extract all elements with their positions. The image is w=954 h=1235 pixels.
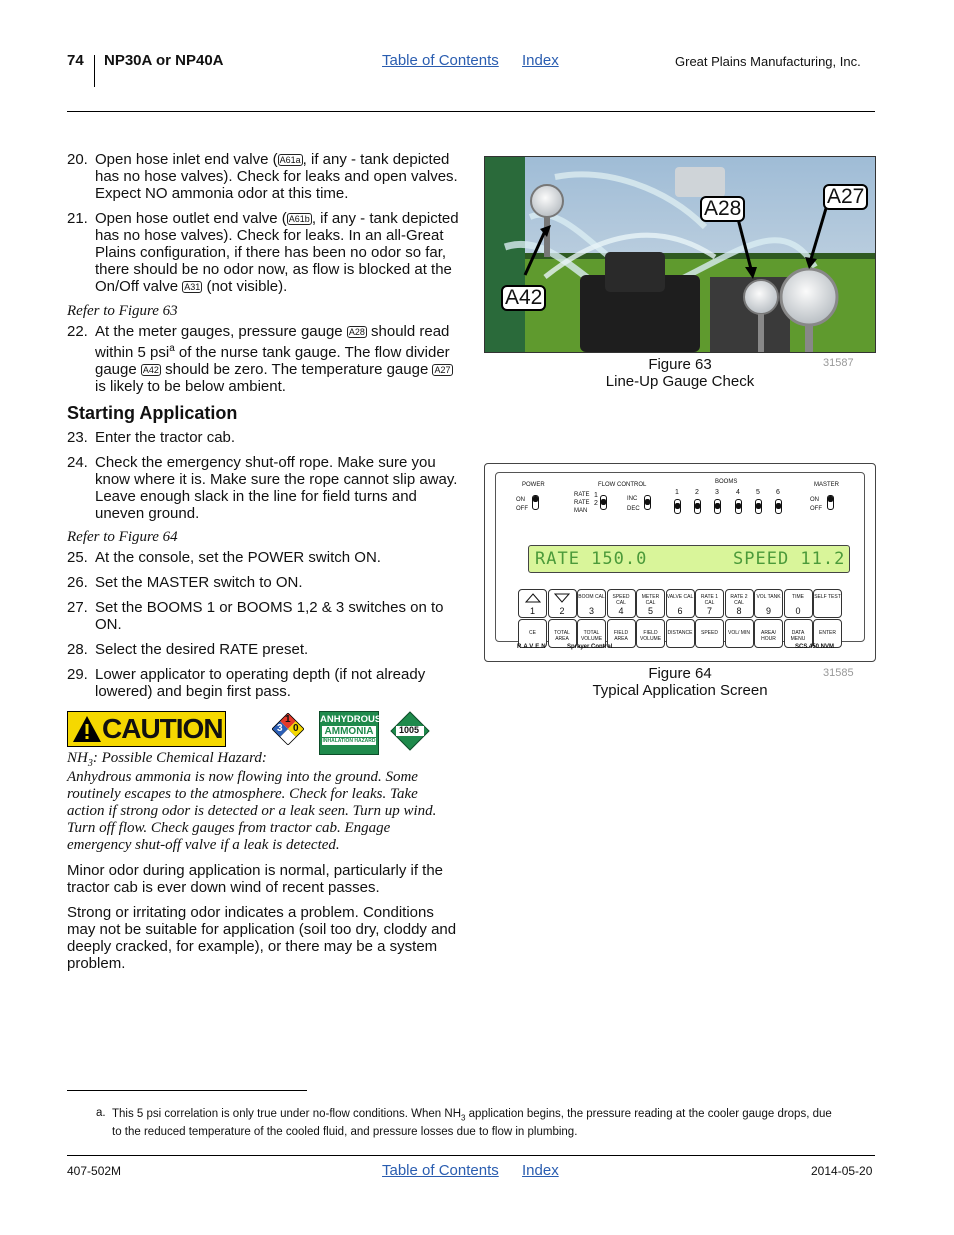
boom-num: 5	[756, 489, 760, 496]
rate-num-1: 1	[594, 492, 598, 499]
boom-switch-1[interactable]	[674, 499, 681, 514]
footnote-text-part: This 5 psi correlation is only true under no-flow conditions. When NH	[112, 1108, 461, 1120]
page-number: 74	[67, 52, 84, 69]
step-text: At the meter gauges, pressure gauge	[95, 323, 347, 340]
step-29	[67, 666, 459, 700]
dec-label: DEC	[627, 506, 640, 512]
step-text: Enter the tractor cab.	[95, 429, 236, 446]
callout-tag: A31	[184, 282, 201, 292]
keypad-key[interactable]	[666, 589, 695, 618]
keypad-key-label: DATA MENU	[790, 630, 806, 642]
footer-rule	[67, 1155, 875, 1156]
master-switch[interactable]	[827, 495, 834, 510]
boom-switch-6[interactable]	[775, 499, 782, 514]
keypad-key-label: VOL TANK	[756, 594, 781, 600]
boom-switch-2[interactable]	[694, 499, 701, 514]
step-number: 20.	[67, 151, 88, 168]
caution-text: CAUTION	[102, 713, 223, 744]
keypad-key-number: 2	[559, 606, 565, 616]
ammonia-placard	[319, 711, 382, 755]
figure-63-title: Line-Up Gauge Check	[605, 373, 755, 390]
callout-tag: A61a	[279, 155, 301, 165]
keypad-key[interactable]	[813, 589, 842, 618]
keypad-key-label: RATE 1 CAL	[700, 594, 719, 606]
step-text: should read within 5 psi	[95, 323, 450, 361]
rate-label-1: RATE	[574, 492, 590, 498]
step-27	[67, 599, 459, 633]
figure-64-title: Typical Application Screen	[592, 682, 768, 699]
rate-switch[interactable]	[600, 495, 607, 510]
keypad-key-label: SPEED	[701, 630, 718, 636]
publish-date: 2014-05-20	[811, 1164, 873, 1178]
keypad-key-label: TIME	[792, 594, 804, 600]
step-text: At the console, set the POWER switch ON.	[95, 549, 381, 566]
step-23	[67, 429, 459, 446]
callout-tag: A28	[348, 327, 365, 337]
step-22	[67, 323, 459, 395]
keypad-key-label: SPEED CAL	[612, 594, 630, 606]
figure-reference: Refer to Figure 64	[67, 529, 178, 545]
keypad-key-number: 1	[529, 606, 535, 616]
step-24	[67, 454, 459, 522]
keypad-key[interactable]	[695, 589, 724, 618]
caution-label	[67, 711, 226, 747]
step-number: 29.	[67, 666, 88, 683]
keypad-key[interactable]	[666, 619, 695, 648]
footnote-text	[112, 1107, 842, 1140]
keypad-key-number: 3	[588, 606, 594, 616]
keypad-key-number: 6	[677, 606, 683, 616]
footer-toc-link[interactable]: Table of Contents	[382, 1162, 499, 1179]
keypad-key[interactable]	[518, 589, 547, 618]
header-rule	[67, 111, 875, 112]
nfpa-flammability: 1	[285, 714, 291, 725]
keypad-key[interactable]	[784, 589, 813, 618]
step-text: Set the BOOMS 1 or BOOMS 1,2 & 3 switches on to ON.	[95, 599, 444, 633]
keypad-key-label: METER CAL	[641, 594, 660, 606]
step-20	[67, 151, 459, 202]
model-number: SCS 450 NVM	[795, 644, 835, 650]
step-text: , if any - tank depicted has no hose valves). Check for leaks. In an all-Great Plains configuration, if there has been no odor so far, there should be no odor now, as flow is blocked at the On/Off valve	[95, 210, 459, 295]
inc-dec-switch[interactable]	[644, 495, 651, 510]
keypad-key-label: SELF TEST	[814, 594, 841, 600]
step-text: Open hose outlet end valve (	[95, 210, 287, 227]
step-text: Select the desired RATE preset.	[95, 641, 309, 658]
company-name: Great Plains Manufacturing, Inc.	[675, 54, 861, 69]
nfpa-diamond-icon	[272, 713, 304, 745]
callout-a27: A27	[823, 184, 868, 210]
power-label: POWER	[522, 482, 545, 488]
step-number: 24.	[67, 454, 88, 471]
figure-reference: Refer to Figure 63	[67, 303, 178, 319]
inc-label: INC	[627, 496, 638, 502]
keypad-key-number: 5	[647, 606, 653, 616]
nfpa-health: 3	[277, 723, 283, 734]
document-number: 407-502M	[67, 1164, 122, 1178]
paragraph-strong-odor: Strong or irritating odor indicates a problem. Conditions may not be suitable for application (soil too dry, cloddy and deeply cracked, for example), or there may be a system problem.	[67, 904, 457, 972]
step-text: Check the emergency shut-off rope. Make sure you know where it is. Make sure the rope cannot slip away. Leave enough slack in the line for field turns and uneven ground.	[95, 454, 458, 522]
step-number: 21.	[67, 210, 88, 227]
step-number: 22.	[67, 323, 88, 340]
keypad-key-label: CE	[529, 630, 536, 636]
hazard-body: Anhydrous ammonia is now flowing into the ground. Some routinely escapes to the atmosphere. Check for leaks. Take action if strong odor is detected or a leak seen. Turn up wind. Turn off flow. Check gauges from tractor cab. Engage emergency shut-off valve if a leak is detected.	[67, 769, 437, 853]
boom-switch-4[interactable]	[735, 499, 742, 514]
step-number: 25.	[67, 549, 88, 566]
keypad-key-label: TOTAL VOLUME	[580, 630, 603, 642]
step-number: 26.	[67, 574, 88, 591]
step-number: 27.	[67, 599, 88, 616]
boom-num: 1	[675, 489, 679, 496]
header-index-link[interactable]: Index	[522, 52, 559, 69]
step-text: Open hose inlet end valve (	[95, 151, 278, 168]
footnote-text-part: application begins, the pressure reading at the cooler gauge drops, due to the reduced temperature of the cooled fluid, and pressure losses due to flow in plumbing.	[112, 1108, 832, 1139]
keypad-key-number: 0	[795, 606, 801, 616]
keypad-key[interactable]	[577, 589, 606, 618]
boom-switch-5[interactable]	[755, 499, 762, 514]
placard-line-3: INHALATION HAZARD	[322, 738, 376, 744]
placard-line-2: AMMONIA	[322, 726, 376, 737]
step-text: should be zero. The temperature gauge	[160, 361, 433, 378]
footnote-marker[interactable]: a	[169, 343, 175, 354]
booms-label: BOOMS	[715, 479, 738, 485]
keypad-key-label: AREA/ HOUR	[760, 630, 776, 642]
step-25	[67, 549, 459, 566]
callout-tag: A42	[142, 365, 159, 375]
footer-index-link[interactable]: Index	[522, 1162, 559, 1179]
boom-num: 6	[776, 489, 780, 496]
step-text: Set the MASTER switch to ON.	[95, 574, 303, 591]
keypad-key-label: VALVE CAL	[666, 594, 694, 600]
step-number: 23.	[67, 429, 88, 446]
footnote-sub: 3	[461, 1113, 466, 1123]
footnote-rule	[67, 1090, 307, 1091]
warning-triangle-icon	[72, 715, 102, 743]
hazard-heading-sub: 3	[87, 758, 93, 769]
boom-num: 4	[736, 489, 740, 496]
step-21	[67, 210, 459, 295]
boom-num: 3	[715, 489, 719, 496]
figure-63-caption	[550, 356, 810, 390]
keypad-key-label: ENTER	[819, 630, 836, 636]
power-off-label: OFF	[516, 506, 528, 512]
hazard-heading-text: NH	[67, 750, 88, 766]
keypad-key-label: DISTANCE	[667, 630, 693, 636]
paragraph-minor-odor: Minor odor during application is normal, particularly if the tractor cab is ever down wind of recent passes.	[67, 862, 444, 896]
model-name: Sprayer Control	[567, 644, 613, 650]
keypad-key-label: FIELD VOLUME	[639, 630, 662, 642]
hazard-heading-text: : Possible Chemical Hazard:	[92, 750, 267, 766]
boom-num: 2	[695, 489, 699, 496]
power-switch[interactable]	[532, 495, 539, 510]
keypad-key[interactable]	[754, 619, 783, 648]
callout-a42: A42	[501, 285, 546, 311]
figure-63-photo	[484, 156, 876, 353]
brand-logo: RAVEN	[517, 644, 548, 650]
keypad-key[interactable]	[636, 589, 665, 618]
keypad-key[interactable]	[695, 619, 724, 648]
keypad-key[interactable]	[725, 589, 754, 618]
keypad-key-number: 8	[736, 606, 742, 616]
step-28	[67, 641, 459, 658]
lcd-display	[528, 545, 850, 573]
keypad-key-number: 4	[618, 606, 624, 616]
document-title: NP30A or NP40A	[104, 52, 224, 69]
keypad-key-label: FIELD AREA	[613, 630, 629, 642]
arrow-up-icon	[525, 593, 541, 603]
console-panel	[495, 472, 865, 642]
figure-63-image-number: 31587	[823, 357, 854, 369]
arrow-down-icon	[554, 593, 570, 603]
step-26	[67, 574, 459, 591]
keypad-key[interactable]	[607, 589, 636, 618]
figure-64-number: Figure 64	[648, 665, 712, 682]
flow-control-label: FLOW CONTROL	[598, 482, 647, 488]
footnote-marker-a: a.	[96, 1107, 106, 1119]
keypad-key-number: 9	[765, 606, 771, 616]
keypad-key[interactable]	[725, 619, 754, 648]
placard-line-1: ANHYDROUS	[320, 714, 382, 725]
rate-label-2: RATE	[574, 500, 590, 506]
rate-num-2: 2	[594, 500, 598, 507]
man-label: MAN	[574, 508, 588, 514]
figure-63-number: Figure 63	[648, 356, 712, 373]
lcd-speed: SPEED 11.2	[733, 549, 846, 569]
section-heading: Starting Application	[67, 403, 238, 423]
power-on-label: ON	[516, 497, 525, 503]
keypad-key-label: BOOM CAL	[578, 594, 605, 600]
callout-tag: A61b	[288, 214, 310, 224]
header-toc-link[interactable]: Table of Contents	[382, 52, 499, 69]
un-placard-icon	[390, 711, 430, 751]
boom-switch-3[interactable]	[714, 499, 721, 514]
keypad-key[interactable]	[548, 589, 577, 618]
keypad-key[interactable]	[636, 619, 665, 648]
keypad-key-label: RATE 2 CAL	[730, 594, 748, 606]
step-text: of the nurse tank gauge. The flow divider gauge	[95, 344, 450, 378]
step-text: Lower applicator to operating depth (if not already lowered) and begin first pass.	[95, 666, 426, 700]
keypad-key[interactable]	[754, 589, 783, 618]
step-text: , if any - tank depicted has no hose valves). Check for leaks and open valves. Expect NO ammonia odor at this time.	[95, 151, 458, 202]
step-text: (not visible).	[202, 278, 288, 295]
master-off-label: OFF	[810, 506, 822, 512]
figure-64-image-number: 31585	[823, 667, 854, 679]
lcd-rate: RATE 150.0	[535, 549, 648, 569]
master-label: MASTER	[814, 482, 840, 488]
step-number: 28.	[67, 641, 88, 658]
callout-tag: A27	[434, 365, 451, 375]
master-on-label: ON	[810, 497, 819, 503]
keypad-key-number: 7	[706, 606, 712, 616]
keypad-key-label: VOL/ MIN	[728, 630, 750, 636]
keypad-key-label: TOTAL AREA	[554, 630, 570, 642]
figure-64-caption	[550, 665, 810, 699]
nfpa-reactivity: 0	[293, 723, 299, 734]
figure-64-console	[484, 463, 876, 662]
step-text: is likely to be below ambient.	[95, 378, 286, 395]
header-divider	[94, 55, 95, 87]
un-number: 1005	[399, 725, 420, 735]
callout-a28: A28	[700, 196, 745, 222]
